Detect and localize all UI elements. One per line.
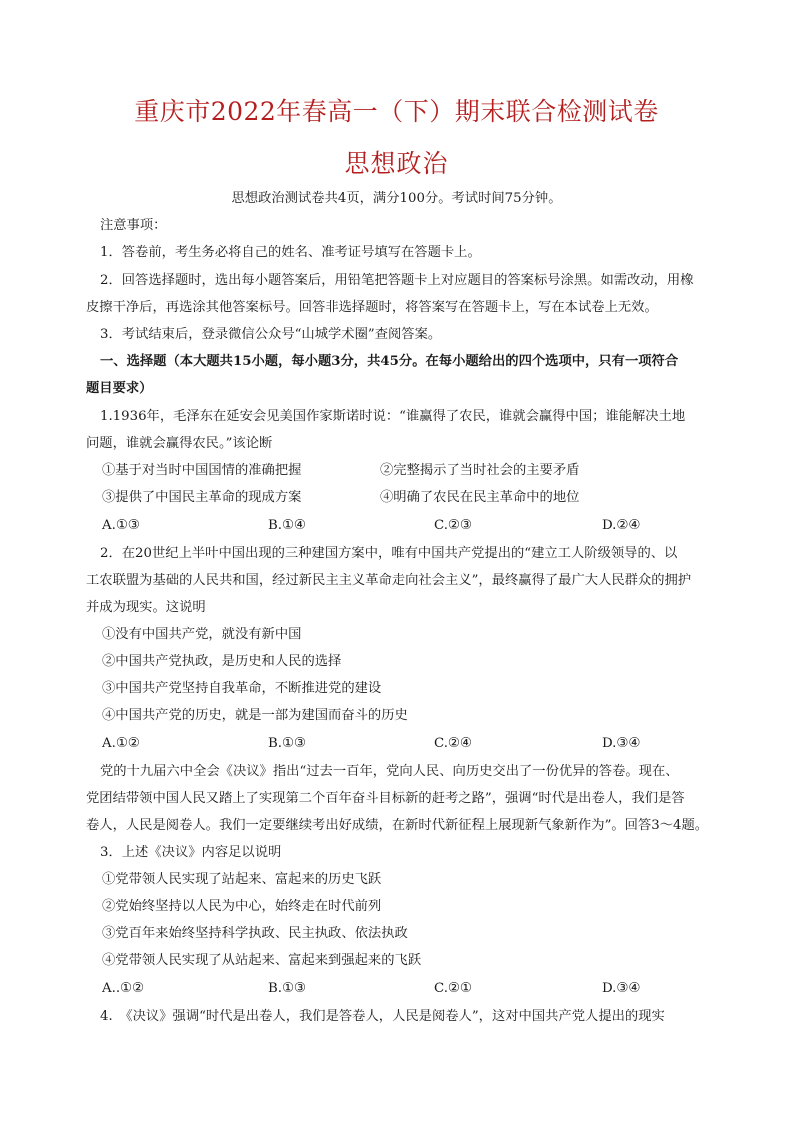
- exam-title: 重庆市2022年春高一（下）期末联合检测试卷: [134, 97, 659, 126]
- q3-option-d: D.③④: [602, 981, 641, 996]
- section-heading-cont: 题目要求）: [86, 381, 153, 396]
- q3-option-b: B.①③: [268, 981, 306, 996]
- q3-statement-4: ④党带领人民实现了从站起来、富起来到强起来的飞跃: [102, 953, 422, 968]
- notice-item-3: 3．考试结束后，登录微信公众号“山城学术圈”查阅答案。: [100, 327, 442, 342]
- material-text: 党的十九届六中全会《决议》指出“过去一百年，党向人民、向历史交出了一份优异的答卷。现在、: [100, 764, 679, 779]
- notice-item-2: 2．回答选择题时，选出每小题答案后，用铅笔把答题卡上对应题目的答案标号涂黑。如需改动，用橡: [100, 273, 694, 288]
- notice-item-2-cont: 皮擦干净后，再选涂其他答案标号。回答非选择题时，将答案写在答题卡上，写在本试卷上无效。: [86, 300, 658, 315]
- q1-statement-3: ③提供了中国民主革命的现成方案: [102, 490, 302, 505]
- q2-stem-cont-1: 工农联盟为基础的人民共和国，经过新民主主义革命走向社会主义”，最终赢得了最广大人民群众的拥护: [86, 573, 692, 588]
- q2-option-a: A.①②: [102, 736, 140, 751]
- notice-heading: 注意事项：: [100, 218, 167, 233]
- q1-stem-cont: 问题，谁就会赢得农民。”该论断: [86, 436, 273, 451]
- exam-info: 思想政治测试卷共4页，满分100分。考试时间75分钟。: [231, 191, 562, 206]
- material-text-cont-2: 卷人，人民是阅卷人。我们一定要继续考出好成绩，在新时代新征程上展现新气象新作为”。回答3～4题。: [86, 818, 709, 833]
- section-heading: 一、选择题（本大题共15小题，每小题3分，共45分。在每小题给出的四个选项中，只有一项符合: [100, 354, 679, 369]
- q2-stem: 2．在20世纪上半叶中国出现的三种建国方案中，唯有中国共产党提出的“建立工人阶级领导的、以: [100, 546, 678, 561]
- q3-option-c: C.②①: [434, 981, 472, 996]
- q1-statement-2: ②完整揭示了当时社会的主要矛盾: [380, 463, 580, 478]
- q1-option-a: A.①③: [102, 518, 140, 533]
- notice-item-1: 1．答卷前，考生务必将自己的姓名、准考证号填写在答题卡上。: [100, 245, 481, 260]
- q2-option-d: D.③④: [602, 736, 641, 751]
- q3-statement-2: ②党始终坚持以人民为中心，始终走在时代前列: [102, 899, 382, 914]
- q2-statement-3: ③中国共产党坚持自我革命，不断推进党的建设: [102, 681, 382, 696]
- q3-statement-1: ①党带领人民实现了站起来、富起来的历史飞跃: [102, 872, 382, 887]
- q1-option-d: D.②④: [602, 518, 641, 533]
- q1-option-c: C.②③: [434, 518, 472, 533]
- q3-stem: 3．上述《决议》内容足以说明: [100, 845, 282, 860]
- q2-stem-cont-2: 并成为现实。这说明: [86, 600, 206, 615]
- q3-statement-3: ③党百年来始终坚持科学执政、民主执政、依法执政: [102, 926, 408, 941]
- subject-title: 思想政治: [344, 149, 449, 178]
- q2-statement-1: ①没有中国共产党，就没有新中国: [102, 627, 302, 642]
- q1-stem: 1.1936年，毛泽东在延安会见美国作家斯诺时说：“谁赢得了农民，谁就会赢得中国；谁能解决土地: [100, 409, 686, 424]
- q4-stem: 4. 《决议》强调“时代是出卷人，我们是答卷人，人民是阅卷人”，这对中国共产党人提出的现实: [100, 1009, 665, 1024]
- q2-statement-2: ②中国共产党执政，是历史和人民的选择: [102, 654, 342, 669]
- q1-statement-4: ④明确了农民在民主革命中的地位: [380, 490, 580, 505]
- q1-statement-1: ①基于对当时中国国情的准确把握: [102, 463, 302, 478]
- q2-option-b: B.①③: [268, 736, 306, 751]
- q1-option-b: B.①④: [268, 518, 306, 533]
- material-text-cont-1: 党团结带领中国人民又踏上了实现第二个百年奋斗目标新的赶考之路”，强调“时代是出卷人，我们是答: [86, 791, 685, 806]
- q2-statement-4: ④中国共产党的历史，就是一部为建国而奋斗的历史: [102, 708, 408, 723]
- q2-option-c: C.②④: [434, 736, 472, 751]
- q3-option-a: A..①②: [102, 981, 144, 996]
